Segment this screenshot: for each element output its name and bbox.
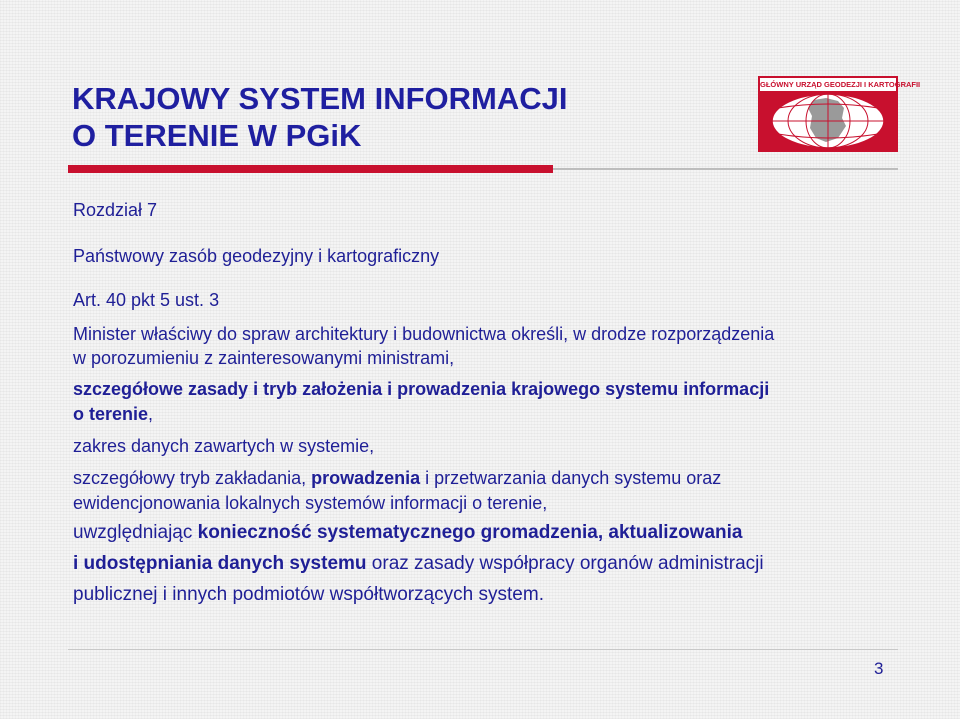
globe-icon [770, 92, 886, 150]
paragraph-4-bold: prowadzenia [311, 468, 421, 488]
paragraph-4-text-b: i przetwarzania danych systemu oraz [420, 468, 722, 488]
logo-text: GŁÓWNY URZĄD GEODEZJI I KARTOGRAFII [760, 80, 921, 89]
page-number: 3 [874, 659, 884, 678]
paragraph-5-line-1 [73, 521, 742, 545]
paragraph-5-text-a: uwzględniając [73, 522, 198, 543]
paragraph-4-line-2: ewidencjonowania lokalnych systemów informacji o terenie, [73, 493, 548, 513]
paragraph-4-text-a: szczegółowy tryb zakładania, [73, 468, 312, 488]
gugik-logo [758, 76, 921, 152]
paragraph-2-comma: , [148, 404, 154, 424]
chapter-label: Rozdział 7 [73, 200, 158, 220]
paragraph-2-bold-end: o terenie [73, 404, 149, 424]
slide-title-line-2: O TERENIE W PGiK [72, 118, 362, 153]
paragraph-2-line-2 [73, 402, 153, 426]
paragraph-5-line-2 [73, 552, 764, 576]
slide-title-line-1: KRAJOWY SYSTEM INFORMACJI [72, 81, 568, 116]
paragraph-5-bold-2: i udostępniania danych systemu [73, 553, 367, 574]
chapter-title: Państwowy zasób geodezyjny i kartograficzny [73, 246, 440, 266]
paragraph-1-line-2: w porozumieniu z zainteresowanymi ministrami, [73, 348, 455, 368]
article-reference: Art. 40 pkt 5 ust. 3 [73, 290, 220, 310]
paragraph-3: zakres danych zawartych w systemie, [73, 436, 375, 456]
paragraph-1-line-1: Minister właściwy do spraw architektury i budownictwa określi, w drodze rozporządzenia [73, 324, 775, 344]
slide-title [72, 80, 567, 154]
title-divider-red [68, 165, 553, 173]
paragraph-4-line-1 [73, 466, 721, 490]
paragraph-2-line-1: szczegółowe zasady i tryb założenia i prowadzenia krajowego systemu informacji [73, 379, 770, 399]
footer-divider [68, 649, 898, 650]
paragraph-5-text-b: oraz zasady współpracy organów administracji [366, 553, 764, 574]
paragraph-5-bold: konieczność systematycznego gromadzenia, aktualizowania [197, 522, 743, 543]
title-divider-gray [553, 168, 898, 170]
paragraph-5-line-3: publicznej i innych podmiotów współtworzących system. [73, 584, 544, 605]
